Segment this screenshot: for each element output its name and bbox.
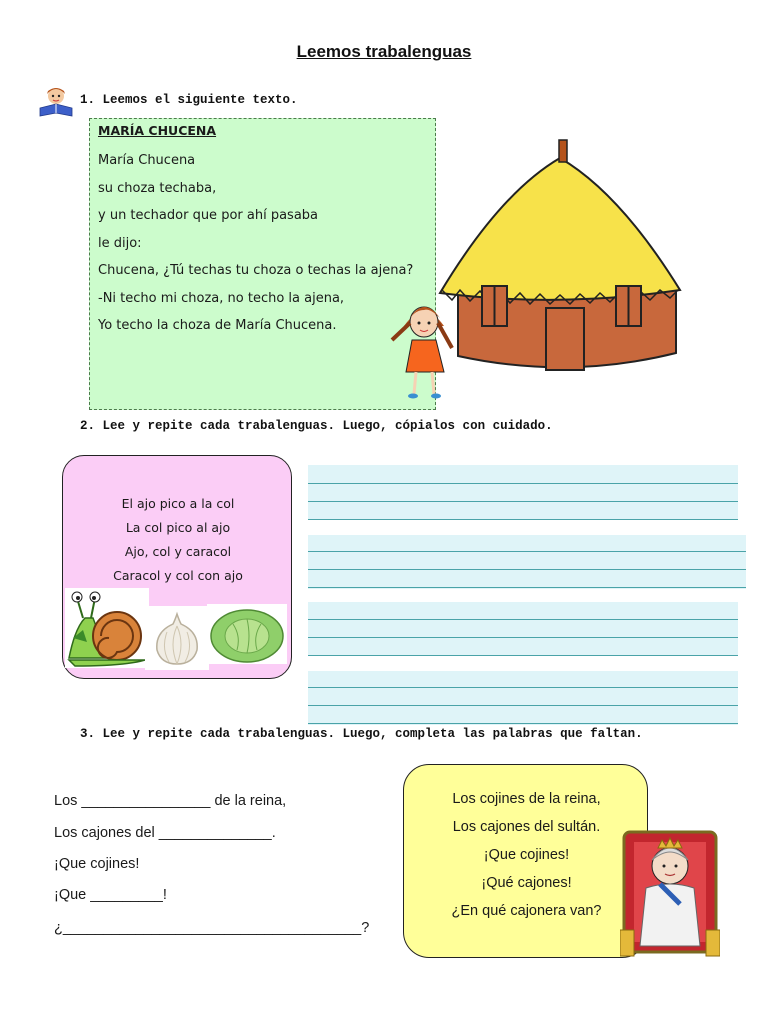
tongue-twister-line: La col pico al ajo <box>125 520 231 535</box>
page-title: Leemos trabalenguas <box>296 42 472 61</box>
tongue-twister-line: Caracol y col con ajo <box>113 568 243 583</box>
poem-line: Chucena, ¿Tú techas tu choza o techas la ajena? <box>98 263 414 278</box>
poem-line: le dijo: <box>98 235 142 251</box>
copy-lines-area[interactable] <box>308 465 748 727</box>
fill-in-line[interactable]: ¿_____________________________________? <box>54 920 370 936</box>
tongue-twister-line: ¡Qué cajones! <box>481 875 572 891</box>
fill-in-line[interactable]: Los ________________ de la reina, <box>54 793 287 809</box>
question-2-text: 2. Lee y repite cada trabalenguas. Luego, cópialos con cuidado. <box>80 419 553 433</box>
tongue-twister-box-1 <box>62 455 292 679</box>
snail-image <box>65 588 149 668</box>
tongue-twister-line: ¿En qué cajonera van? <box>451 903 602 919</box>
tongue-twister-line: Ajo, col y caracol <box>124 544 232 559</box>
fill-in-line: ¡Que cojines! <box>54 856 140 872</box>
poem-title: MARÍA CHUCENA <box>98 123 217 138</box>
girl-figure <box>392 307 452 399</box>
poem-line: -Ni techo mi choza, no techo la ajena, <box>98 290 345 306</box>
tongue-twister-box-2 <box>403 764 648 958</box>
tongue-twister-line: ¡Que cojines! <box>483 847 570 863</box>
poem-line: y un techador que por ahí pasaba <box>98 208 318 223</box>
question-1-text: 1. Leemos el siguiente texto. <box>80 93 298 107</box>
fill-in-line[interactable]: Los cajones del ______________. <box>54 825 276 841</box>
reading-child-icon <box>36 86 76 118</box>
garlic-image <box>145 606 209 670</box>
queen-illustration <box>620 826 720 958</box>
hut-roof <box>440 158 680 300</box>
poem-line: María Chucena <box>98 153 196 168</box>
hut-illustration <box>380 118 686 410</box>
poem-line: su choza techaba, <box>98 180 217 196</box>
poem-line: Yo techo la choza de María Chucena. <box>98 318 337 333</box>
question-3-text: 3. Lee y repite cada trabalenguas. Luego, completa las palabras que faltan. <box>80 727 643 741</box>
tongue-twister-line: Los cojines de la reina, <box>452 791 601 807</box>
tongue-twister-line: Los cajones del sultán. <box>452 819 601 835</box>
cabbage-image <box>207 604 287 664</box>
fill-in-line[interactable]: ¡Que _________! <box>54 887 167 903</box>
tongue-twister-line: El ajo pico a la col <box>121 496 235 511</box>
